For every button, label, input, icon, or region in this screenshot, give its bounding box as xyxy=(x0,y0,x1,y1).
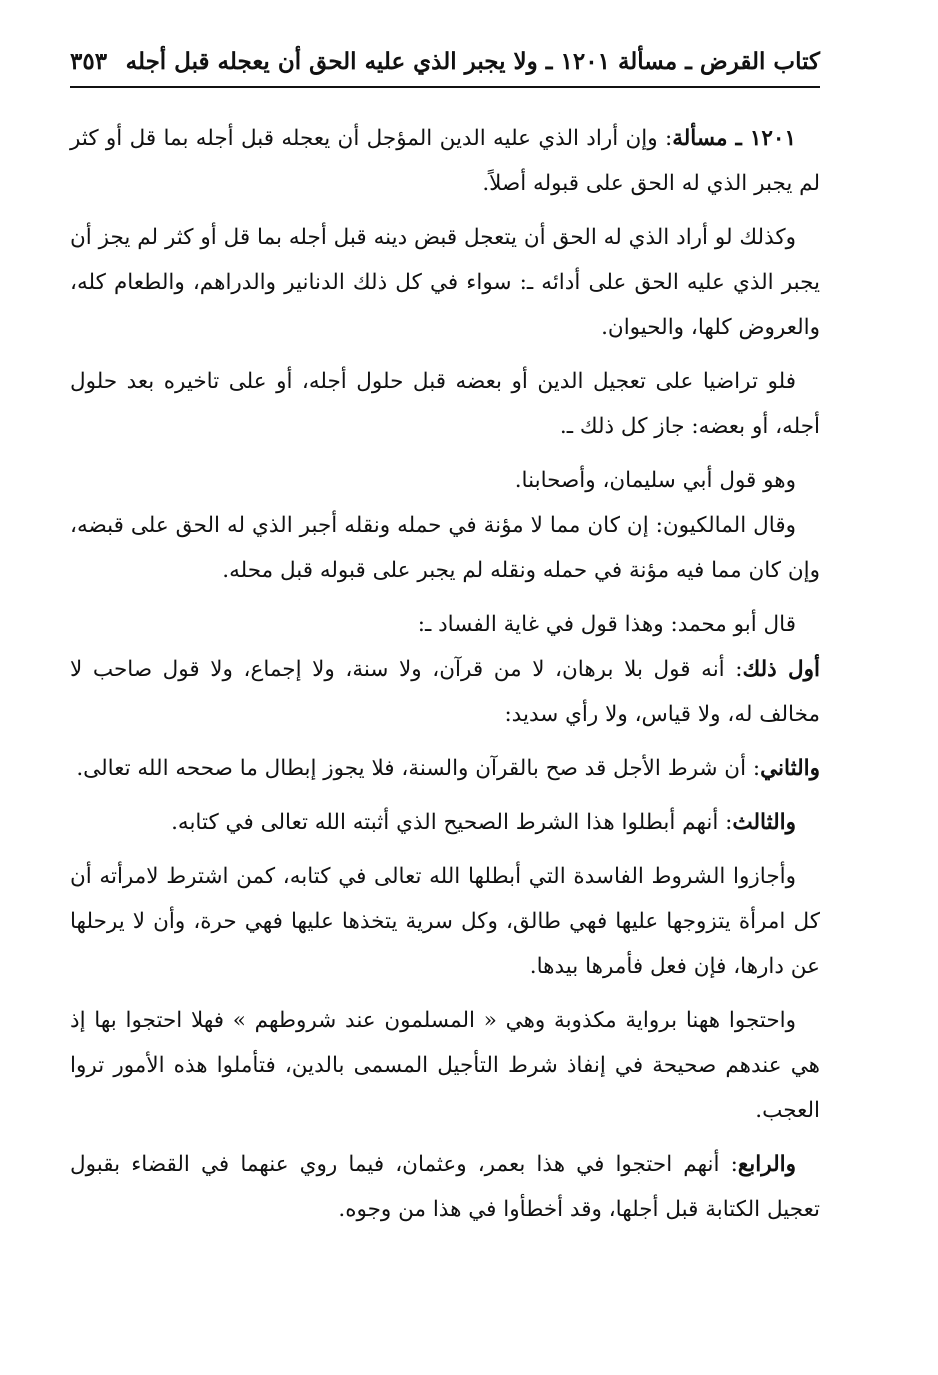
paragraph xyxy=(70,215,820,350)
paragraph-masala-1201 xyxy=(70,116,820,206)
page-number: ٣٥٣ xyxy=(70,48,108,75)
paragraph-text: وقال المالكيون: إن كان مما لا مؤنة في حمله ونقله أجبر الذي له الحق على قبضه، وإن كان مما فيه مؤنة في حمله ونقله لم يجبر على قبوله قبل محله. xyxy=(70,512,820,583)
paragraph-fourth-point xyxy=(70,1142,820,1232)
paragraph-text: : أنهم أبطلوا هذا الشرط الصحيح الذي أثبته الله تعالى في كتابه. xyxy=(171,809,733,835)
paragraph-first-point xyxy=(70,647,820,737)
paragraph xyxy=(70,503,820,593)
paragraph-text: : أنه قول بلا برهان، لا من قرآن، ولا سنة، ولا إجماع، ولا قول صاحب لا مخالف له، ولا قياس، ولا رأي سديد: xyxy=(70,656,820,727)
paragraph-text: : أن شرط الأجل قد صح بالقرآن والسنة، فلا يجوز إبطال ما صححه الله تعالى. xyxy=(76,755,761,781)
paragraph-text: واحتجوا ههنا برواية مكذوبة وهي « المسلمون عند شروطهم » فهلا احتجوا بها إذ هي عندهم صحيحة في إنفاذ شرط التأجيل المسمى بالدين، فتأملوا هذه الأمور تروا العجب. xyxy=(70,1007,820,1123)
paragraph-lead: والثالث xyxy=(732,809,796,835)
paragraph-text: : أنهم احتجوا في هذا بعمر، وعثمان، فيما روي عنهما في القضاء بقبول تعجيل الكتابة قبل أجلها، وقد أخطأوا في هذا من وجوه. xyxy=(70,1151,820,1222)
paragraph-lead: والثاني xyxy=(760,755,820,781)
paragraph xyxy=(70,458,820,503)
paragraph-text: : وإن أراد الذي عليه الدين المؤجل أن يعجله قبل أجله بما قل أو كثر لم يجبر الذي له الحق على قبوله أصلاً. xyxy=(70,125,820,196)
paragraph-text: وهو قول أبي سليمان، وأصحابنا. xyxy=(514,467,796,493)
paragraph-lead: أول ذلك xyxy=(742,656,820,682)
paragraph-lead: ١٢٠١ ـ مسألة xyxy=(672,125,797,151)
paragraph-text: وأجازوا الشروط الفاسدة التي أبطلها الله تعالى في كتابه، كمن اشترط لامرأته أن كل امرأة يتزوجها عليها فهي طالق، وكل سرية يتخذها عليها فهي حرة، وأن لا يرحلها عن دارها، فإن فعل فأمرها بيدها. xyxy=(70,863,820,979)
paragraph xyxy=(70,998,820,1133)
paragraph xyxy=(70,854,820,989)
paragraph-text: قال أبو محمد: وهذا قول في غاية الفساد ـ: xyxy=(417,611,796,637)
paragraph-lead: والرابع xyxy=(737,1151,796,1177)
paragraph-second-point xyxy=(70,746,820,791)
running-header xyxy=(70,48,820,88)
running-header-title: كتاب القرض ـ مسألة ١٢٠١ ـ ولا يجبر الذي عليه الحق أن يعجله قبل أجله xyxy=(125,48,820,75)
paragraph xyxy=(70,359,820,449)
page-body xyxy=(70,116,820,1232)
book-page xyxy=(70,48,820,1241)
paragraph-text: فلو تراضيا على تعجيل الدين أو بعضه قبل حلول أجله، أو على تاخيره بعد حلول أجله، أو بعضه: جاز كل ذلك ـ. xyxy=(70,368,820,439)
paragraph xyxy=(70,602,820,647)
paragraph-text: وكذلك لو أراد الذي له الحق أن يتعجل قبض دينه قبل أجله بما قل أو كثر لم يجز أن يجبر الذي عليه الحق على أدائه ـ: سواء في كل ذلك الدنانير والدراهم، والطعام كله، والعروض كلها، والحيوان. xyxy=(70,224,820,340)
paragraph-third-point xyxy=(70,800,820,845)
